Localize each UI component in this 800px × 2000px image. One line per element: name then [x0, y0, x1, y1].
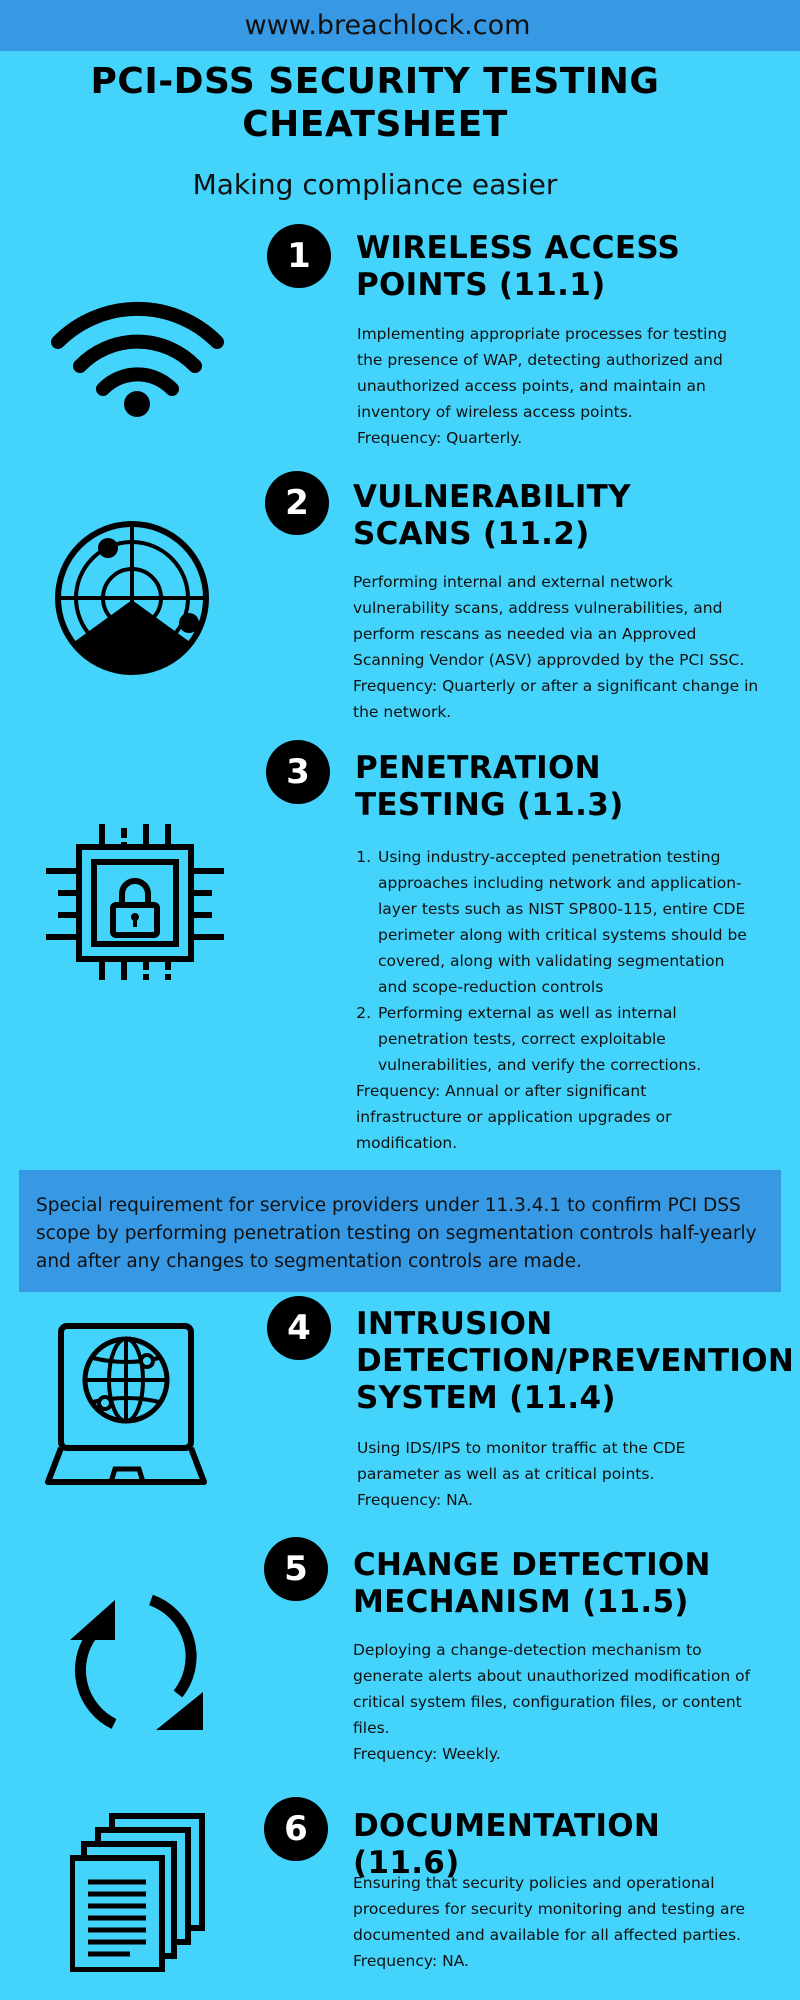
- section-3-frequency: Frequency: Annual or after significant infrastructure or application upgrades or modification.: [356, 1082, 672, 1152]
- section-3-list-item: 1. Using industry-accepted penetration testing approaches including network and application-layer tests such as NIST SP800-115, entire CDE perimeter along with critical systems should be covered, along with validating segmentation and scope-reduction controls: [376, 844, 756, 1000]
- section-6-title: DOCUMENTATION (11.6): [353, 1808, 661, 1881]
- section-6-frequency: Frequency: NA.: [353, 1952, 469, 1970]
- documents-icon: [70, 1812, 210, 1972]
- section-1-number-badge: 1: [267, 224, 331, 288]
- section-2-number-badge: 2: [265, 471, 329, 535]
- section-5-body: [353, 1637, 763, 1767]
- section-2-frequency: Frequency: Quarterly or after a significant change in the network.: [353, 677, 759, 721]
- chip-lock-icon: [44, 820, 226, 1002]
- section-4-frequency: Frequency: NA.: [357, 1491, 473, 1509]
- special-requirement-text: Special requirement for service providers under 11.3.4.1 to confirm PCI DSS scope by performing penetration testing on segmentation controls half-yearly and after any changes to segmentation controls are made.: [36, 1195, 757, 1272]
- section-3-number-badge: 3: [266, 740, 330, 804]
- section-4-number-badge: 4: [267, 1296, 331, 1360]
- section-5-frequency: Frequency: Weekly.: [353, 1745, 501, 1763]
- header-bar: [0, 0, 800, 51]
- section-5-description: Deploying a change-detection mechanism to generate alerts about unauthorized modification of critical system files, configuration files, or content files.: [353, 1641, 751, 1737]
- section-1-frequency: Frequency: Quarterly.: [357, 429, 523, 447]
- section-3-title: PENETRATION TESTING (11.3): [355, 750, 624, 823]
- section-6-body: [353, 1870, 763, 1974]
- section-6-description: Ensuring that security policies and operational procedures for security monitoring and testing are documented and available for all affected parties.: [353, 1874, 746, 1944]
- laptop-globe-icon: [45, 1322, 210, 1487]
- refresh-arrows-icon: [58, 1594, 208, 1739]
- special-requirement-note: [19, 1170, 781, 1292]
- section-3-list-item: 2. Performing external as well as internal penetration tests, correct exploitable vulnerabilities, and verify the corrections.: [376, 1000, 756, 1078]
- section-4-title: INTRUSION DETECTION/PREVENTION SYSTEM (11.4): [356, 1306, 795, 1416]
- section-6-number-badge: 6: [264, 1797, 328, 1861]
- section-2-title: VULNERABILITY SCANS (11.2): [353, 479, 631, 552]
- section-4-description: Using IDS/IPS to monitor traffic at the CDE parameter as well as at critical points.: [357, 1439, 686, 1483]
- wifi-icon: [50, 280, 225, 420]
- website-url[interactable]: www.breachlock.com: [244, 10, 531, 41]
- section-3-body: [356, 844, 756, 1156]
- section-2-body: [353, 569, 763, 725]
- page-subtitle: Making compliance easier: [192, 168, 558, 201]
- section-1-description: Implementing appropriate processes for testing the presence of WAP, detecting authorized and unauthorized access points, and maintain an inventory of wireless access points.: [357, 325, 728, 421]
- section-2-description: Performing internal and external network vulnerability scans, address vulnerabilities, and perform rescans as needed via an Approved Scanning Vendor (ASV) approvded by the PCI SSC.: [353, 573, 745, 669]
- section-5-number-badge: 5: [264, 1537, 328, 1601]
- section-3-list: [356, 844, 756, 1078]
- section-1-body: [357, 321, 757, 451]
- section-5-title: CHANGE DETECTION MECHANISM (11.5): [353, 1547, 711, 1620]
- section-4-body: [357, 1435, 757, 1513]
- radar-icon: [52, 518, 212, 678]
- page-title: PCI-DSS SECURITY TESTING CHEATSHEET: [90, 61, 660, 145]
- section-1-title: WIRELESS ACCESS POINTS (11.1): [356, 230, 681, 303]
